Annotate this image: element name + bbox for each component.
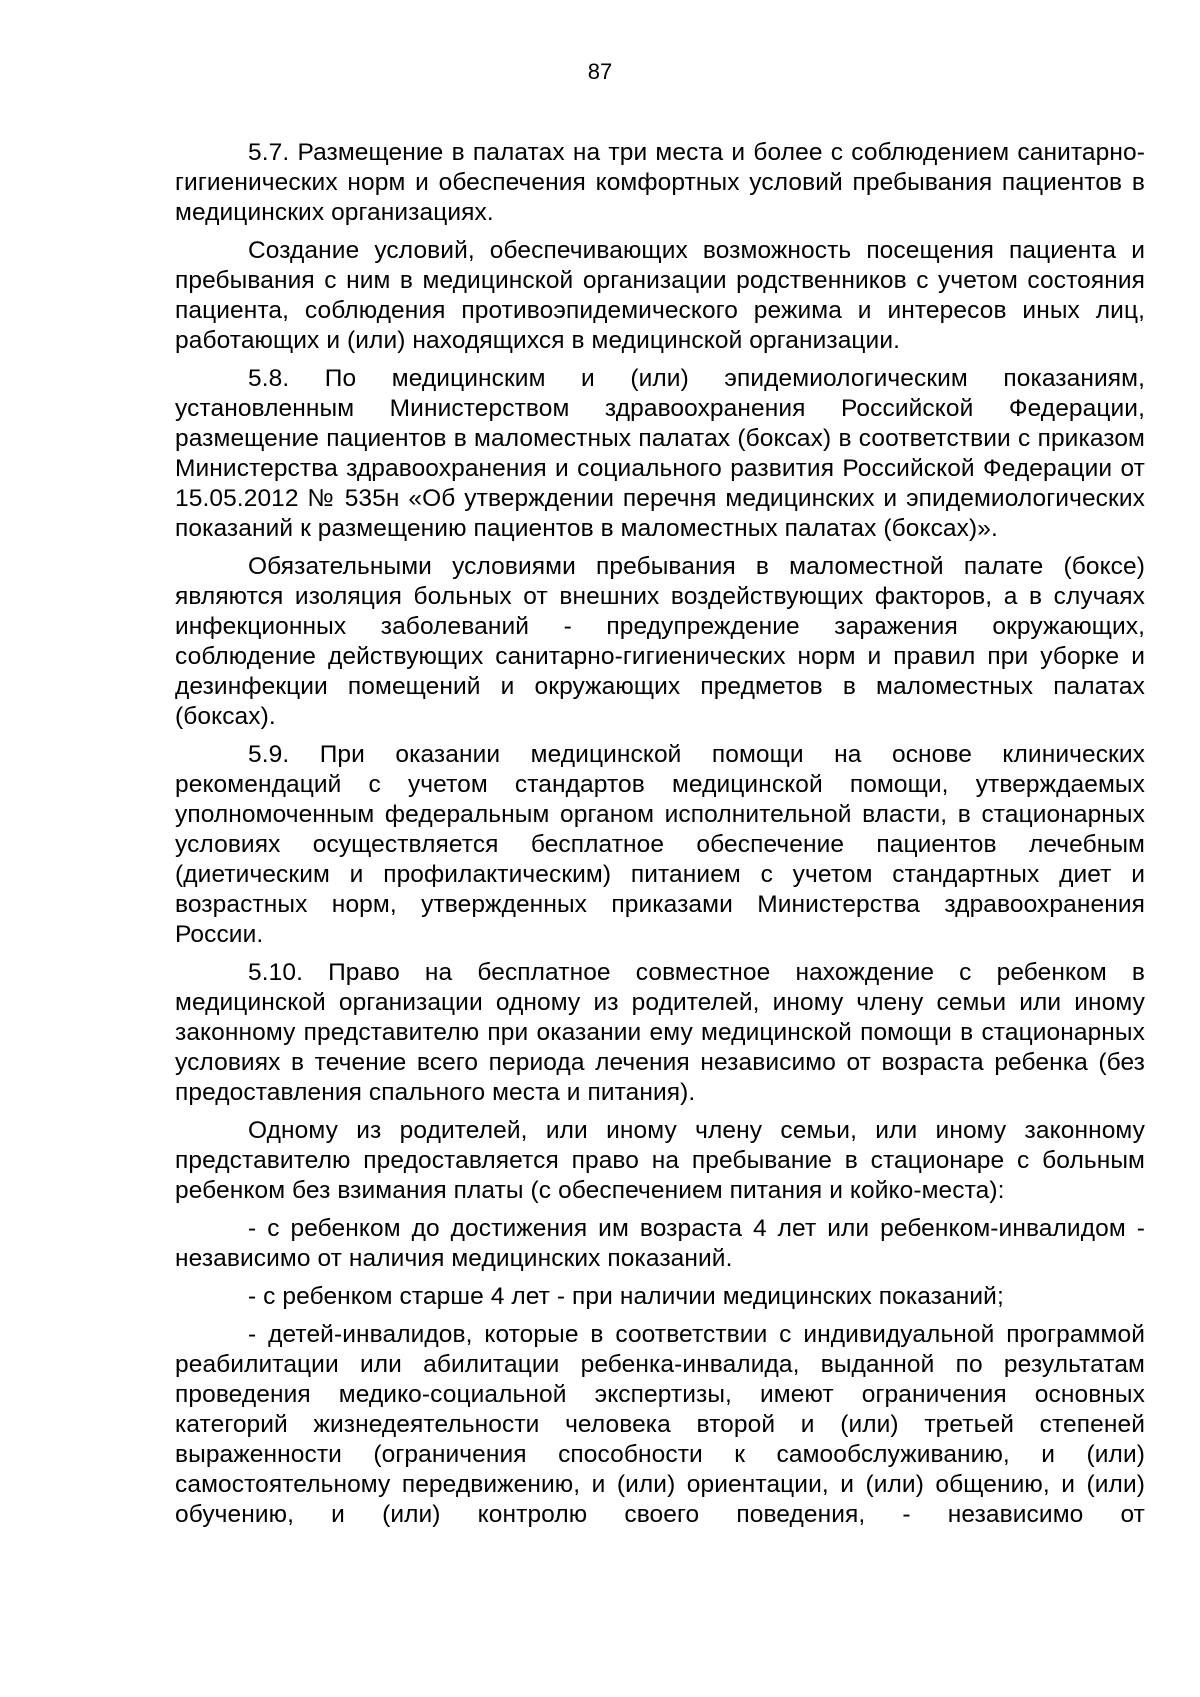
- list-item-disabled-children: - детей-инвалидов, которые в соответствии с индивидуальной программой реабилитации или абилитации ребенка-инвалида, выданной по результатам проведения медико-социальной экспертизы, имеют ограничения основных категорий жизнедеятельности человека второй и (или) третьей степеней выраженности (ограничения способности к самообслуживанию, и (или) самостоятельному передвижению, и (или) ориентации, и (или) общению, и (или) обучению, и (или) контролю своего поведения, - независимо от: [175, 1321, 1145, 1528]
- list-item-over-4: - с ребенком старше 4 лет - при наличии медицинских показаний;: [248, 1283, 1004, 1310]
- paragraph-5-10: 5.10. Право на бесплатное совместное нахождение с ребенком в медицинской организации одному из родителей, иному члену семьи или иному законному представителю при оказании ему медицинской помощи в стационарных условиях в течение всего периода лечения независимо от возраста ребенка (без предоставления спального места и питания).: [175, 959, 1145, 1106]
- paragraph-visiting-conditions: Создание условий, обеспечивающих возможность посещения пациента и пребывания с ним в медицинской организации родственников с учетом состояния пациента, соблюдения противоэпидемического режима и интересов иных лиц, работающих и (или) находящихся в медицинской организации.: [175, 237, 1145, 354]
- page-number: 87: [587, 59, 613, 84]
- paragraph-5-8: 5.8. По медицинским и (или) эпидемиологическим показаниям, установленным Министерством здравоохранения Российской Федерации, размещение пациентов в маломестных палатах (боксах) в соответствии с приказом Министерства здравоохранения и социального развития Российской Федерации от 15.05.2012 № 535н «Об утверждении перечня медицинских и эпидемиологических показаний к размещению пациентов в маломестных палатах (боксах)».: [175, 365, 1145, 542]
- list-item-under-4: - с ребенком до достижения им возраста 4 лет или ребенком-инвалидом - независимо от наличия медицинских показаний.: [175, 1215, 1145, 1272]
- paragraph-parent-stay-right: Одному из родителей, или иному члену семьи, или иному законному представителю предоставляется право на пребывание в стационаре с больным ребенком без взимания платы (с обеспечением питания и койко-места):: [175, 1117, 1145, 1204]
- paragraph-5-9: 5.9. При оказании медицинской помощи на основе клинических рекомендаций с учетом стандартов медицинской помощи, утверждаемых уполномоченным федеральным органом исполнительной власти, в стационарных условиях осуществляется бесплатное обеспечение пациентов лечебным (диетическим и профилактическим) питанием с учетом стандартных диет и возрастных норм, утвержденных приказами Министерства здравоохранения России.: [175, 741, 1145, 948]
- paragraph-isolation-conditions: Обязательными условиями пребывания в маломестной палате (боксе) являются изоляция больных от внешних воздействующих факторов, а в случаях инфекционных заболеваний - предупреждение заражения окружающих, соблюдение действующих санитарно-гигиенических норм и правил при уборке и дезинфекции помещений и окружающих предметов в маломестных палатах (боксах).: [175, 553, 1145, 730]
- document-body: [175, 138, 1145, 1538]
- paragraph-5-7: 5.7. Размещение в палатах на три места и более с соблюдением санитарно-гигиенических норм и обеспечения комфортных условий пребывания пациентов в медицинских организациях.: [175, 139, 1145, 226]
